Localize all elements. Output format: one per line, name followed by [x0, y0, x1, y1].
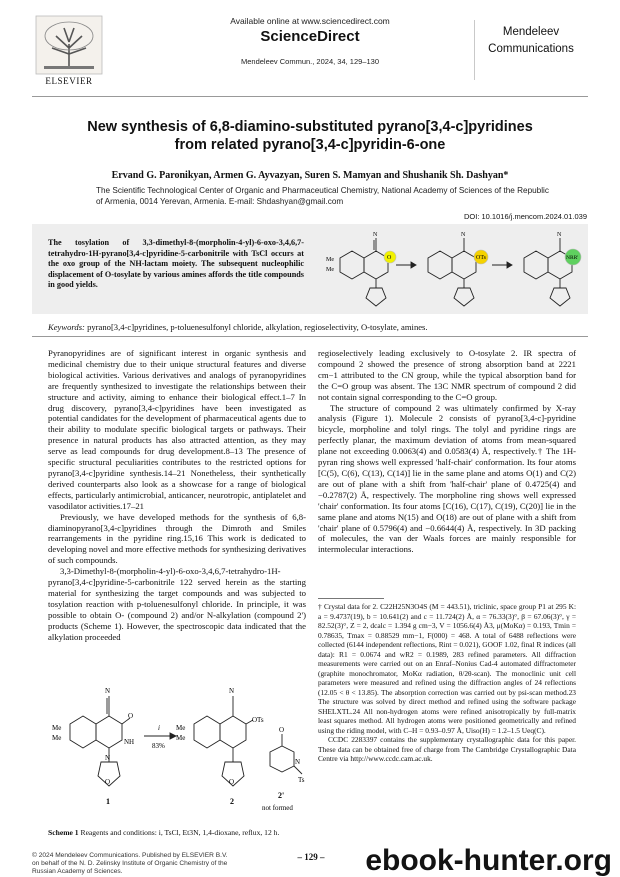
scheme-me-2: Me: [326, 267, 334, 273]
scheme-caption-label: Scheme 1: [48, 828, 79, 837]
scheme1-reagent: i: [158, 724, 160, 732]
abstract-text: The tosylation of 3,3-dimethyl-8-(morpholin-4-yl)-6-oxo-3,4,6,7-tetrahydro-1H-pyrano[3,4-c]pyridine-5-carbonitrile with TsCl occurs at the oxo group of the NH-lactam moiety. The subsequent nucleophilic displacement of O-tosylate by various amines affords the title compounds in good yields.: [48, 238, 304, 289]
scheme1-label-2: 2: [230, 797, 234, 806]
scheme-cn-3: N: [557, 232, 562, 238]
journal-name-line2: Communications: [488, 43, 574, 55]
scheme1-n-2: N: [105, 754, 111, 762]
scheme-oxo: O: [387, 255, 392, 261]
keywords-divider: [32, 336, 588, 337]
scheme-cn-2: N: [461, 232, 466, 238]
article-title: [40, 118, 580, 154]
keywords-text: pyrano[3,4-c]pyridines, p-toluenesulfonyl chloride, alkylation, regioselectivity, O-tosylate, amines.: [87, 322, 428, 332]
page-number: – 129 –: [297, 852, 325, 862]
keywords: [48, 322, 588, 332]
body-column-left: [48, 348, 306, 642]
footnote-paragraph: † Crystal data for 2. C22H25N3O4S (M = 443.51), triclinic, space group P1 at 295 K: a = 9.4737(19), b = 10.641(2) and c = 11.724(2) Å, α = 76.33(3)°, β = 67.06(3)°, γ = 82.52(3)°, Z = 2, dcalc = 1.394 g cm−3, V = 1056.6(4) Å3, μ(MoKα) = 0.193, Tmin = 0.78635, Tmax = 0.88529 mm−1, F(000) = 468. A total of 6488 reflections were collected (6144 independent reflections, Rint = 0.021), GOOF 1.02, final R indices (all data): R1 = 0.0674 and wR2 = 0.1989, 283 refined parameters. All diffraction measurements were carried out on an Enraf–Nonius Cad-4 automated diffractometer (graphite monochromator, MoKα radiation, θ/2θ-scan). The monoclinic unit cell parameters were measured and refined using the diffraction angles of 24 reflections (12.05 < θ < 13.85). The absorption correction was carried out by psi-scan method.23 The structure was solved by direct method and refined using the software package SHELXTL.24 All non-hydrogen atoms were refined anisotropically by full-matrix least squares method. All hydrogen atoms were positioned geometrically and refined using the riding model, with C–H = 0.93–0.97 Å, Uiso(H) = 1.2–1.5 Ueq(C).: [318, 602, 576, 735]
journal-header: [150, 16, 470, 66]
crystal-data-footnote: [318, 602, 576, 764]
scheme-caption-text: Reagents and conditions: i, TsCl, Et3N, 1,4-dioxane, reflux, 12 h.: [80, 828, 280, 837]
abstract-scheme: [316, 228, 582, 310]
scheme1-o-2: O: [105, 778, 111, 786]
paragraph: Previously, we have developed methods for the synthesis of 6,8-diaminopyrano[3,4-c]pyridines through the Dimroth and Smiles rearrangements in the pyridine ring.15,16 This work is dedicated to developing novel and more effective methods for synthesizing derivatives of such compounds.: [48, 511, 306, 566]
scheme1-yield: 83%: [152, 742, 165, 750]
scheme1-n-4: N: [295, 758, 301, 766]
journal-name-box: [474, 20, 587, 80]
paragraph: 3,3-Dimethyl-8-(morpholin-4-yl)-6-oxo-3,4,6,7-tetrahydro-1H-pyrano[3,4-c]pyridine-5-carbonitrile 122 served herein as the starting material for synthesizing the target compounds and was subjected to tosylation reaction with p-toluenesulfonyl chloride. In principle, it was possible to obtain O- (compound 2) and/or N-alkylation (compound 2') products (Scheme 1). However, the spectroscopic data indicated that the alkylation proceeded: [48, 566, 306, 642]
scheme1-o-4: O: [279, 726, 285, 734]
scheme-1-figure: [48, 678, 310, 824]
scheme1-o-1: O: [128, 712, 134, 720]
scheme-me-1: Me: [326, 257, 334, 263]
affiliation: The Scientific Technological Center of Organic and Pharmaceutical Chemistry, National Academy of Sciences of the Republic of Armenia, 0014 Yerevan, Armenia. E-mail: Shdashyan@gmail.com: [96, 186, 549, 206]
scheme1-not-formed: not formed: [262, 804, 293, 812]
elsevier-logo: [34, 14, 104, 76]
scheme1-me-2: Me: [52, 734, 62, 742]
paragraph: The structure of compound 2 was ultimately confirmed by X-ray analysis (Figure 1). Molecule 2 consists of pyrano[3,4-c]-pyridine bicycle, morpholine and tolyl rings. The tolyl and pyridine rings are perfectly planar, the maximum deviation of atoms from mean-squared plane not exceeding 0.0063(4) and 0.0583(4) Å, respectively.† The 1H-pyran ring shows well expressed 'half-chair' conformation. Its four atoms [C(5), C(6), C(13), C(14)] lie in the same plane and atoms O(1) and C(2) are out of plane with a shift from 'half-chair' plane of 0.4725(4) and −0.2787(2) Å, respectively. The morpholine ring shows well expressed 'chair' conformation. Its four atoms [C(16), C(17), C(19), C(20)] lie in the same plane and atoms N(15) and O(18) are out of plane with a shift from 'chair' plane of 0.5796(4) and −0.6644(4) Å, respectively. In 3D packing of molecules, the van der Waals forces are mainly responsible for intermolecular interactions.: [318, 402, 576, 555]
keywords-label: Keywords:: [48, 322, 85, 332]
publisher-wordmark: ELSEVIER: [45, 76, 93, 86]
scheme-cn-1: N: [373, 232, 378, 238]
copyright-line-2: on behalf of the N. D. Zelinsky Institute of Organic Chemistry of the: [32, 860, 228, 868]
paragraph: regioselectively leading exclusively to O-tosylate 2. IR spectra of compound 2 showed the presence of strong absorption band at 2221 cm−1 attributed to the CN group, while the typical absorption band for the C=O group was absent. The 13C NMR spectrum of compound 2 did not contain signal corresponding to the C=O group.: [318, 348, 576, 402]
copyright-footer: [32, 852, 282, 877]
footnote-paragraph: CCDC 2283397 contains the supplementary crystallographic data for this paper. These data can be obtained free of charge from The Cambridge Crystallographic Data Centre via http://www.ccdc.cam.ac.uk.: [318, 735, 576, 763]
scheme1-n-1: N: [105, 687, 111, 695]
citation-line: Mendeleev Commun., 2024, 34, 129–130: [240, 57, 379, 66]
copyright-line-3: Russian Academy of Sciences.: [32, 868, 123, 876]
scheme1-n-3: N: [229, 687, 235, 695]
scheme1-label-2prime: 2': [278, 791, 285, 800]
scheme1-ots: OTs: [252, 716, 264, 724]
author-list: Ervand G. Paronikyan, Armen G. Ayvazyan, Suren S. Mamyan and Shushanik Sh. Dashyan*: [111, 170, 509, 181]
scheme-1-caption: [48, 828, 310, 837]
watermark: ebook-hunter.org: [365, 844, 612, 877]
journal-name-line1: Mendeleev: [502, 26, 560, 38]
scheme-nrr: NRR': [566, 255, 579, 261]
body-column-right: [318, 348, 576, 555]
scheme1-me-3: Me: [176, 724, 186, 732]
scheme1-ts: Ts: [298, 776, 305, 784]
scheme1-me-1: Me: [52, 724, 62, 732]
title-line-1: New synthesis of 6,8-diamino-substituted pyrano[3,4-c]pyridines: [87, 119, 533, 135]
paragraph: Pyranopyridines are of significant interest in organic synthesis and medicinal chemistry due to their unique structural features and diverse biological activities. Various derivatives and analogs of pyranopyridines are frequently synthesized to investigate the relationships between their structure and activity, aiming to enhance their biological effect.1–7 In drug discovery, pyrano[3,4-c]pyridines have been investigated as potential candidates for the development of pharmaceutical agents due to their ability to modulate specific biological targets or pathways. Their presence in natural products has also attracted attention, as they may serve as lead compounds for drug development.8–13 The presence of specific structural peculiarities contributes to the restricted options for pyrano[3,4-c]pyridine synthesis.14–21 Nonetheless, their synthetically derived counterparts also look as a showcase for a range of biological effects, particularly antimicrobial, anticancer, neurotropic, antiplatelet and vasodilator activities.17–21: [48, 348, 306, 511]
sciencedirect-title: ScienceDirect: [260, 28, 360, 45]
header-divider: [32, 96, 588, 97]
copyright-line-1: © 2024 Mendeleev Communications. Published by ELSEVIER B.V.: [32, 852, 228, 859]
scheme1-label-1: 1: [106, 797, 110, 806]
scheme1-nh: NH: [124, 738, 135, 746]
doi-link[interactable]: DOI: 10.1016/j.mencom.2024.01.039: [464, 212, 587, 221]
scheme1-me-4: Me: [176, 734, 186, 742]
available-online-link[interactable]: Available online at www.sciencedirect.com: [230, 16, 390, 26]
scheme1-o-3: O: [229, 778, 235, 786]
footnote-divider: [318, 598, 384, 599]
title-line-2: from related pyrano[3,4-c]pyridin-6-one: [174, 137, 446, 153]
scheme-ots: OTs: [476, 255, 486, 261]
